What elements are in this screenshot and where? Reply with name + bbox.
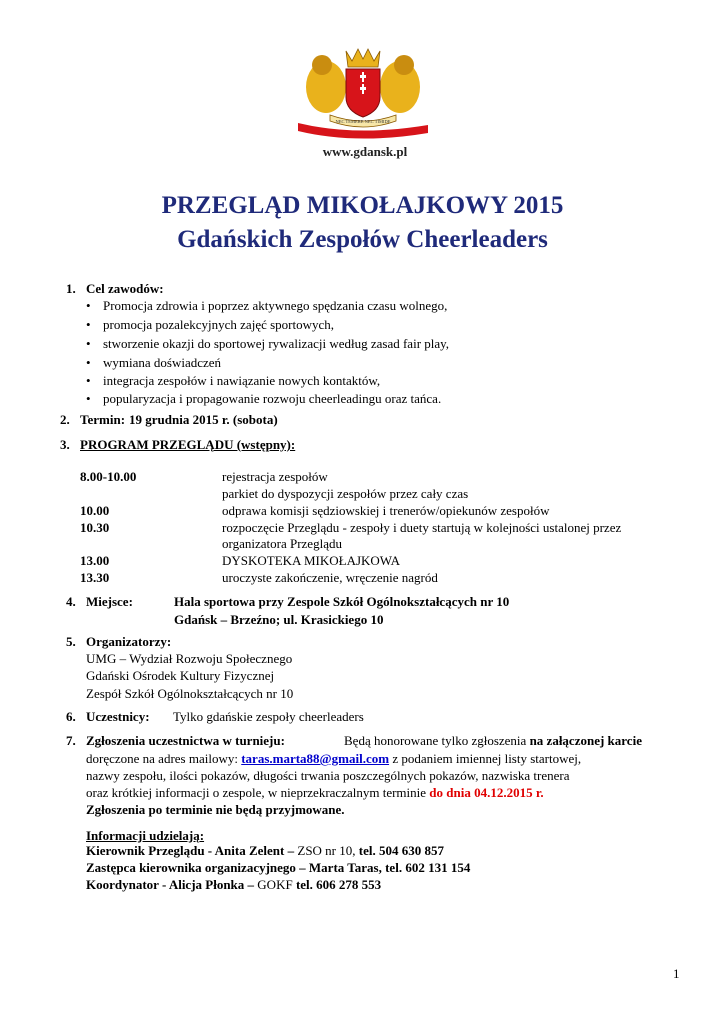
section5-number: 5. xyxy=(66,634,76,649)
gdansk-crest-logo xyxy=(296,45,430,145)
info-row1-b: ZSO nr 10, xyxy=(297,843,359,858)
section7-line1a: Będą honorowane tylko zgłoszenia xyxy=(344,733,530,748)
info-row3-b: GOKF xyxy=(257,877,296,892)
organizer-item: Zespół Szkół Ogólnokształcących nr 10 xyxy=(86,686,294,701)
bullet-icon: • xyxy=(86,336,91,351)
info-heading: Informacji udzielają: xyxy=(86,828,205,843)
section1-bullet: popularyzacja i propagowanie rozwoju cheerleadingu oraz tańca. xyxy=(103,391,442,406)
program-desc: DYSKOTEKA MIKOŁAJKOWA xyxy=(222,553,401,568)
program-desc: odprawa komisji sędziowskiej i trenerów/opiekunów zespołów xyxy=(222,503,550,518)
section1-heading: Cel zawodów: xyxy=(86,281,164,296)
program-time: 13.30 xyxy=(80,570,110,585)
section5-heading: Organizatorzy: xyxy=(86,634,172,649)
section7-line2 xyxy=(86,751,581,767)
section7-line4a: oraz krótkiej informacji o zespole, w nieprzekraczalnym terminie xyxy=(86,785,430,800)
website-label: www.gdansk.pl xyxy=(322,144,408,159)
section1-bullet: wymiana doświadczeń xyxy=(103,355,222,370)
title-line2: Gdańskich Zespołów Cheerleaders xyxy=(177,226,548,253)
section3-heading: PROGRAM PRZEGLĄDU (wstępny): xyxy=(80,437,296,452)
program-time: 13.00 xyxy=(80,553,110,568)
section7-line1 xyxy=(344,733,642,749)
section4-line1: Hala sportowa przy Zespole Szkół Ogólnokształcących nr 10 xyxy=(174,594,510,609)
section2-number: 2. xyxy=(60,412,70,427)
program-time: 10.30 xyxy=(80,520,110,535)
section6-number: 6. xyxy=(66,709,76,724)
program-desc: uroczyste zakończenie, wręczenie nagród xyxy=(222,570,438,585)
section1-bullet: Promocja zdrowia i poprzez aktywnego spędzania czasu wolnego, xyxy=(103,298,448,313)
section7-label: Zgłoszenia uczestnictwa w turnieju: xyxy=(86,733,285,748)
program-time: 8.00-10.00 xyxy=(80,469,137,484)
section4-line2: Gdańsk – Brzeźno; ul. Krasickiego 10 xyxy=(174,612,384,627)
section4-number: 4. xyxy=(66,594,76,609)
bullet-icon: • xyxy=(86,298,91,313)
section1-bullet: stworzenie okazji do sportowej rywalizacji według zasad fair play, xyxy=(103,336,450,351)
bullet-icon: • xyxy=(86,373,91,388)
info-row-2: Zastępca kierownika organizacyjnego – Marta Taras, tel. 602 131 154 xyxy=(86,860,471,875)
section7-line2b: z podaniem imiennej listy startowej, xyxy=(389,751,582,766)
section7-line2a: doręczone na adres mailowy: xyxy=(86,751,242,766)
section7-line4 xyxy=(86,785,544,801)
organizer-item: UMG – Wydział Rozwoju Społecznego xyxy=(86,651,293,666)
program-time: 10.00 xyxy=(80,503,110,518)
program-desc: rozpoczęcie Przeglądu - zespoły i duety startują w kolejności ustalonej przez xyxy=(222,520,622,535)
deadline-date: do dnia 04.12.2015 r. xyxy=(429,785,544,800)
program-desc: rejestracja zespołów xyxy=(222,469,328,484)
info-row3-a: Koordynator - Alicja Płonka – xyxy=(86,877,258,892)
title-line1: PRZEGLĄD MIKOŁAJKOWY 2015 xyxy=(161,192,564,219)
section7-line5: Zgłoszenia po terminie nie będą przyjmowane. xyxy=(86,802,345,817)
page-number: 1 xyxy=(673,966,680,981)
organizer-item: Gdański Ośrodek Kultury Fizycznej xyxy=(86,668,275,683)
section1-bullet: promocja pozalekcyjnych zajęć sportowych, xyxy=(103,317,335,332)
section2-value: 19 grudnia 2015 r. (sobota) xyxy=(129,412,278,427)
bullet-icon: • xyxy=(86,391,91,406)
info-row-1 xyxy=(86,843,444,859)
info-row-3 xyxy=(86,877,381,893)
section7-line1b: na załączonej karcie xyxy=(529,733,642,748)
email-link[interactable]: taras.marta88@gmail.com xyxy=(241,751,390,766)
info-row3-c: tel. 606 278 553 xyxy=(295,877,382,892)
section4-label: Miejsce: xyxy=(86,594,133,609)
bullet-icon: • xyxy=(86,317,91,332)
section7-number: 7. xyxy=(66,733,76,748)
bullet-icon: • xyxy=(86,355,91,370)
section2-label: Termin: xyxy=(80,412,126,427)
crest-motto: NEC TEMERE NEC TIMIDE xyxy=(335,119,391,124)
program-desc: parkiet do dyspozycji zespołów przez cały czas xyxy=(222,486,469,501)
section1-bullet: integracja zespołów i nawiązanie nowych kontaktów, xyxy=(103,373,381,388)
section3-number: 3. xyxy=(60,437,70,452)
program-desc: organizatora Przeglądu xyxy=(222,536,342,551)
info-row1-a: Kierownik Przeglądu - Anita Zelent – xyxy=(86,843,298,858)
info-row1-c: tel. 504 630 857 xyxy=(358,843,444,858)
section6-value: Tylko gdańskie zespoły cheerleaders xyxy=(173,709,364,724)
section1-number: 1. xyxy=(66,281,76,296)
section7-line3: nazwy zespołu, ilości pokazów, długości trwania poszczególnych pokazów, nazwiska trenera xyxy=(86,768,570,783)
section6-label: Uczestnicy: xyxy=(86,709,150,724)
